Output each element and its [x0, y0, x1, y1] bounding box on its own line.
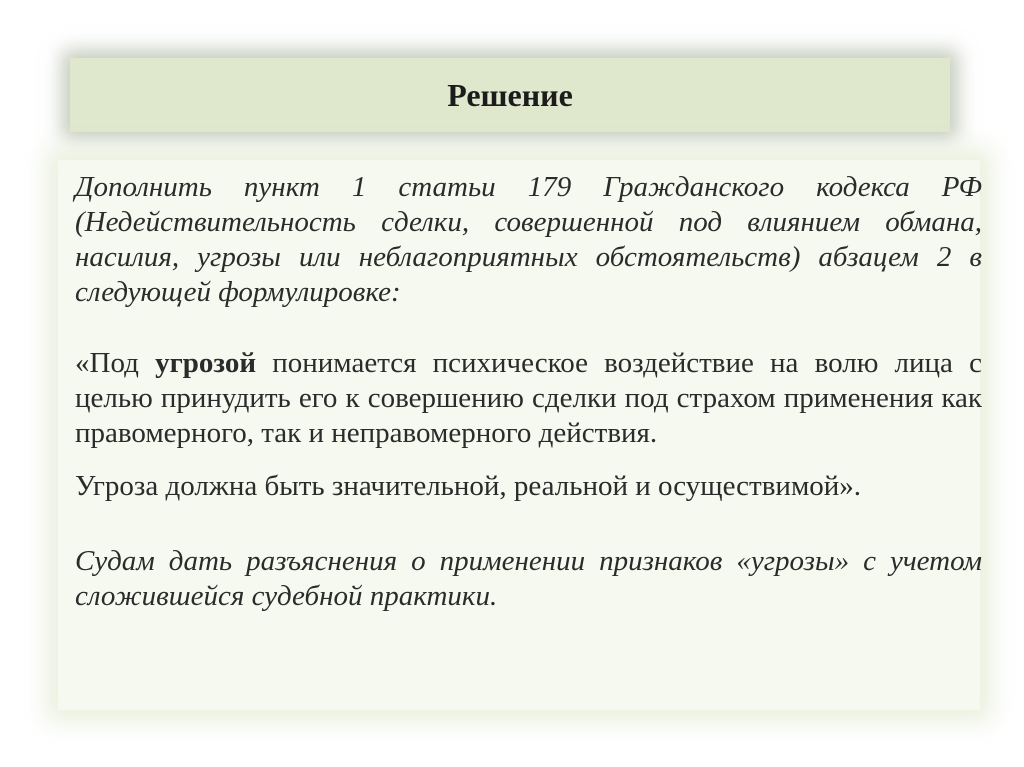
- court-guidance-paragraph: Судам дать разъяснения о применении признаков «угрозы» с учетом сложившейся судебной практики.: [75, 545, 982, 612]
- proposal-paragraph: Дополнить пункт 1 статьи 179 Гражданского кодекса РФ (Недействительность сделки, совершенной под влиянием обмана, насилия, угрозы или неблагоприятных обстоятельств) абзацем 2 в следующей формулировке:: [75, 171, 982, 308]
- title-bar: [70, 58, 950, 132]
- slide-title: Решение: [447, 76, 573, 113]
- threat-criteria-paragraph: Угроза должна быть значительной, реальной и осуществимой».: [75, 470, 862, 502]
- definition-paragraph: [75, 346, 982, 451]
- slide-body: [75, 170, 982, 614]
- definition-prefix: «Под: [75, 347, 156, 379]
- definition-term: угрозой: [155, 347, 257, 379]
- definition-text: понимается психическое воздействие на волю лица с целью принудить его к совершению сделки под страхом применения как правомерного, так и неправомерного действия.: [75, 347, 982, 449]
